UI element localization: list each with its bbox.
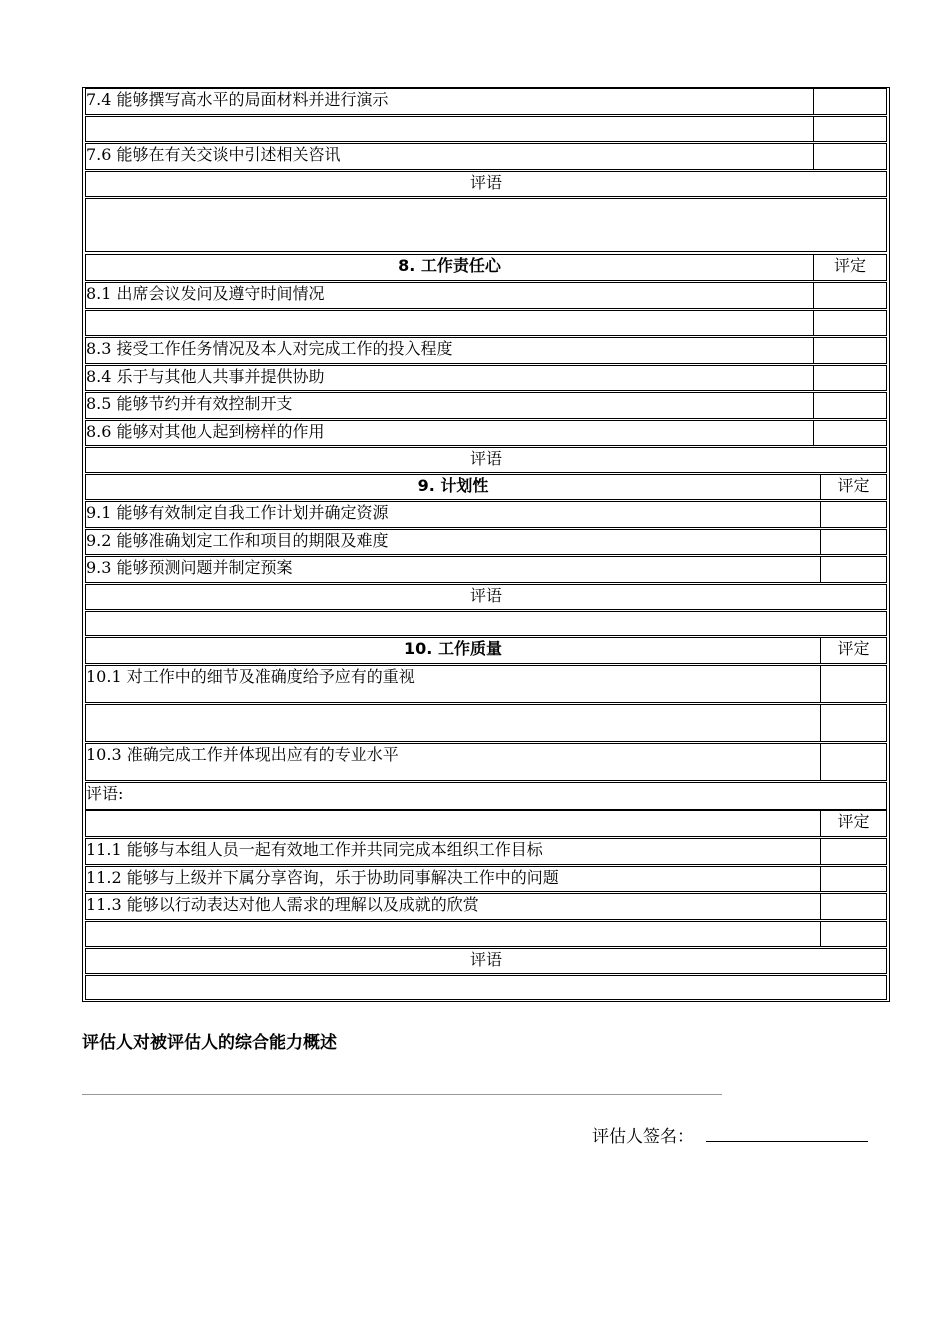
criteria-row bbox=[85, 310, 887, 336]
criteria-text: 8.4 乐于与其他人共事并提供协助 bbox=[86, 367, 325, 386]
score-cell[interactable] bbox=[813, 117, 886, 141]
score-cell[interactable] bbox=[820, 530, 886, 554]
criteria-row bbox=[85, 529, 887, 555]
score-cell[interactable] bbox=[813, 283, 886, 308]
section-title bbox=[86, 811, 820, 836]
criteria-row bbox=[85, 838, 887, 865]
signature-line[interactable] bbox=[706, 1141, 868, 1142]
criteria-row bbox=[85, 743, 887, 781]
criteria-text: 9.1 能够有效制定自我工作计划并确定资源 bbox=[86, 503, 389, 522]
comment-label: 评语 bbox=[469, 449, 502, 468]
criteria-row bbox=[85, 665, 887, 703]
score-cell[interactable] bbox=[813, 421, 886, 445]
criteria-row bbox=[85, 921, 887, 947]
score-cell[interactable] bbox=[820, 867, 886, 891]
comment-label-row bbox=[85, 447, 887, 473]
criteria-row bbox=[85, 337, 887, 364]
criteria-text bbox=[86, 922, 820, 946]
criteria-row bbox=[85, 420, 887, 446]
comment-label-row bbox=[85, 782, 887, 810]
criteria-text: 10.1 对工作中的细节及准确度给予应有的重视 bbox=[86, 667, 415, 686]
score-header: 评定 bbox=[820, 811, 886, 836]
comment-label: 评语 bbox=[469, 173, 502, 192]
score-header: 评定 bbox=[820, 475, 886, 499]
criteria-text bbox=[86, 311, 813, 335]
comment-blank-row[interactable] bbox=[85, 611, 887, 636]
criteria-row bbox=[85, 88, 887, 115]
criteria-text bbox=[86, 705, 820, 741]
criteria-text: 11.2 能够与上级并下属分享咨询，乐于协助同事解决工作中的问题 bbox=[86, 868, 559, 887]
section-title: 9. 计划性 bbox=[417, 476, 489, 495]
criteria-row bbox=[85, 116, 887, 142]
section-header-row bbox=[85, 474, 887, 500]
score-header: 评定 bbox=[813, 255, 886, 280]
criteria-text: 9.2 能够准确划定工作和项目的期限及难度 bbox=[86, 531, 389, 550]
score-cell[interactable] bbox=[813, 311, 886, 335]
section-header-row bbox=[85, 810, 887, 837]
comment-label-row bbox=[85, 584, 887, 610]
comment-label-row bbox=[85, 171, 887, 197]
comment-label: 评语: bbox=[86, 784, 124, 803]
section-header-row bbox=[85, 637, 887, 664]
criteria-row bbox=[85, 143, 887, 170]
criteria-row bbox=[85, 365, 887, 391]
comment-blank-row[interactable] bbox=[85, 198, 887, 252]
section-title: 10. 工作质量 bbox=[404, 639, 502, 658]
score-cell[interactable] bbox=[813, 338, 886, 363]
criteria-text: 9.3 能够预测问题并制定预案 bbox=[86, 558, 293, 577]
criteria-text: 8.5 能够节约并有效控制开支 bbox=[86, 394, 293, 413]
score-cell[interactable] bbox=[820, 744, 886, 780]
score-cell[interactable] bbox=[820, 666, 886, 702]
criteria-row bbox=[85, 893, 887, 920]
criteria-row bbox=[85, 392, 887, 419]
criteria-text: 10.3 准确完成工作并体现出应有的专业水平 bbox=[86, 745, 399, 764]
criteria-row bbox=[85, 282, 887, 309]
criteria-text: 7.4 能够撰写高水平的局面材料并进行演示 bbox=[86, 90, 389, 109]
summary-answer-line[interactable] bbox=[82, 1094, 722, 1095]
score-cell[interactable] bbox=[813, 144, 886, 169]
signature-label: 评估人签名： bbox=[592, 1127, 694, 1147]
criteria-row bbox=[85, 704, 887, 742]
score-cell[interactable] bbox=[813, 366, 886, 390]
section-title: 8. 工作责任心 bbox=[398, 256, 501, 275]
score-cell[interactable] bbox=[820, 502, 886, 527]
score-cell[interactable] bbox=[820, 557, 886, 582]
summary-title: 评估人对被评估人的综合能力概述 bbox=[82, 1033, 337, 1053]
criteria-text: 8.1 出席会议发问及遵守时间情况 bbox=[86, 284, 325, 303]
score-cell[interactable] bbox=[820, 839, 886, 864]
score-header: 评定 bbox=[820, 638, 886, 663]
criteria-row bbox=[85, 556, 887, 583]
evaluation-form-table bbox=[82, 87, 890, 1002]
comment-label-row bbox=[85, 948, 887, 974]
section-header-row bbox=[85, 254, 887, 281]
score-cell[interactable] bbox=[813, 89, 886, 114]
criteria-text bbox=[86, 117, 813, 141]
score-cell[interactable] bbox=[813, 393, 886, 418]
criteria-text: 8.6 能够对其他人起到榜样的作用 bbox=[86, 422, 325, 441]
comment-label: 评语 bbox=[469, 586, 502, 605]
score-cell[interactable] bbox=[820, 705, 886, 741]
criteria-row bbox=[85, 501, 887, 528]
criteria-text: 8.3 接受工作任务情况及本人对完成工作的投入程度 bbox=[86, 339, 453, 358]
score-cell[interactable] bbox=[820, 894, 886, 919]
criteria-text: 11.1 能够与本组人员一起有效地工作并共同完成本组织工作目标 bbox=[86, 840, 543, 859]
criteria-text: 7.6 能够在有关交谈中引述相关咨讯 bbox=[86, 145, 341, 164]
criteria-row bbox=[85, 866, 887, 892]
score-cell[interactable] bbox=[820, 922, 886, 946]
criteria-text: 11.3 能够以行动表达对他人需求的理解以及成就的欣赏 bbox=[86, 895, 479, 914]
comment-label: 评语 bbox=[469, 950, 502, 969]
comment-blank-row[interactable] bbox=[85, 975, 887, 1000]
